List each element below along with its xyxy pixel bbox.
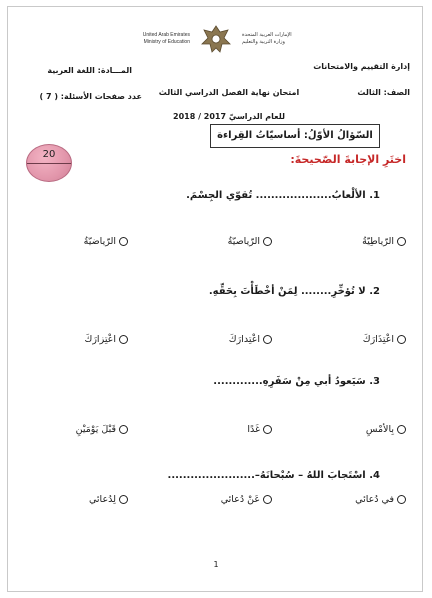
radio-circle-icon[interactable]	[397, 237, 406, 246]
option-2c[interactable]: اعْتِزارَكَ	[85, 334, 128, 345]
ministry-ar-line2: وزارة التربية والتعليم	[242, 39, 285, 45]
section-title-box: السّؤالُ الأوّلُ: أساسيّاتُ القِراءة	[210, 124, 380, 148]
option-2a[interactable]: اعْتِذَارَكَ	[363, 334, 406, 345]
question-text: الألْعابُ.................... تُقوّي الجِسْمَ.	[186, 190, 366, 201]
radio-circle-icon[interactable]	[397, 425, 406, 434]
ministry-en-line1: United Arab Emirates	[142, 32, 190, 38]
ministry-ar-line1: الإمارات العربية المتحدة	[242, 32, 292, 38]
option-1b[interactable]: الرّياصيّةُ	[228, 236, 272, 247]
radio-circle-icon[interactable]	[263, 425, 272, 434]
score-badge	[26, 144, 72, 182]
option-4b[interactable]: عَنْ دُعائي	[221, 494, 272, 505]
ministry-name-arabic	[242, 32, 332, 46]
exam-title: امتحان نهاية الفصل الدراسي الثالث	[158, 88, 300, 97]
ministry-en-line2: Ministry of Education	[143, 39, 190, 45]
radio-circle-icon[interactable]	[119, 237, 128, 246]
page-number: 1	[213, 560, 219, 569]
option-1a[interactable]: الرّياطِيّةُ	[362, 236, 406, 247]
radio-circle-icon[interactable]	[119, 335, 128, 344]
radio-circle-icon[interactable]	[263, 335, 272, 344]
score-divider	[27, 163, 71, 164]
instruction-text: اختَرِ الإجابةَ الصّحيحةَ:	[290, 153, 406, 166]
question-number: 2.	[369, 286, 380, 297]
question-number: 1.	[369, 190, 380, 201]
radio-circle-icon[interactable]	[397, 335, 406, 344]
question-text: اسْتَجابَ اللهُ – سُبْحانَهُ–.......................	[167, 470, 366, 481]
question-number: 4.	[369, 470, 380, 481]
question-1	[186, 190, 380, 201]
academic-year-label: للعام الدراسيّ 2017 / 2018	[173, 112, 285, 121]
question-text: سَيَعودُ أبي مِنْ سَفَرِهِ.............	[213, 376, 366, 387]
uae-emblem-icon	[198, 22, 234, 58]
option-3a[interactable]: بِالأمْسِ	[366, 424, 406, 435]
option-2b[interactable]: اعْتِدارَكَ	[229, 334, 272, 345]
radio-circle-icon[interactable]	[397, 495, 406, 504]
option-1c[interactable]: الرّياضيّةُ	[84, 236, 128, 247]
radio-circle-icon[interactable]	[263, 495, 272, 504]
grade-label: الصف: الثالث	[357, 88, 410, 97]
question-text: لا تُؤخِّرِ........ لِمَنْ أخْطَأْتَ بِحَقِّهِ.	[208, 286, 366, 297]
pages-count-label: عدد صفحات الأسئلة: ( 7 )	[39, 92, 142, 101]
department-label: إدارة التقييم والامتحانات	[313, 62, 410, 71]
option-4c[interactable]: لِدُعائي	[89, 494, 128, 505]
question-4	[168, 470, 380, 481]
subject-label: المـــادة: اللغة العربية	[47, 66, 132, 75]
option-3c[interactable]: قَبْلَ يَوْمَيْنِ	[76, 424, 128, 435]
question-2	[209, 286, 380, 297]
question-number: 3.	[369, 376, 380, 387]
radio-circle-icon[interactable]	[119, 425, 128, 434]
question-3	[213, 376, 380, 387]
ministry-name-english	[106, 32, 190, 46]
option-4a[interactable]: في دُعائي	[355, 494, 406, 505]
score-value: 20	[42, 149, 56, 160]
radio-circle-icon[interactable]	[263, 237, 272, 246]
option-3b[interactable]: غَدًا	[247, 424, 272, 435]
radio-circle-icon[interactable]	[119, 495, 128, 504]
